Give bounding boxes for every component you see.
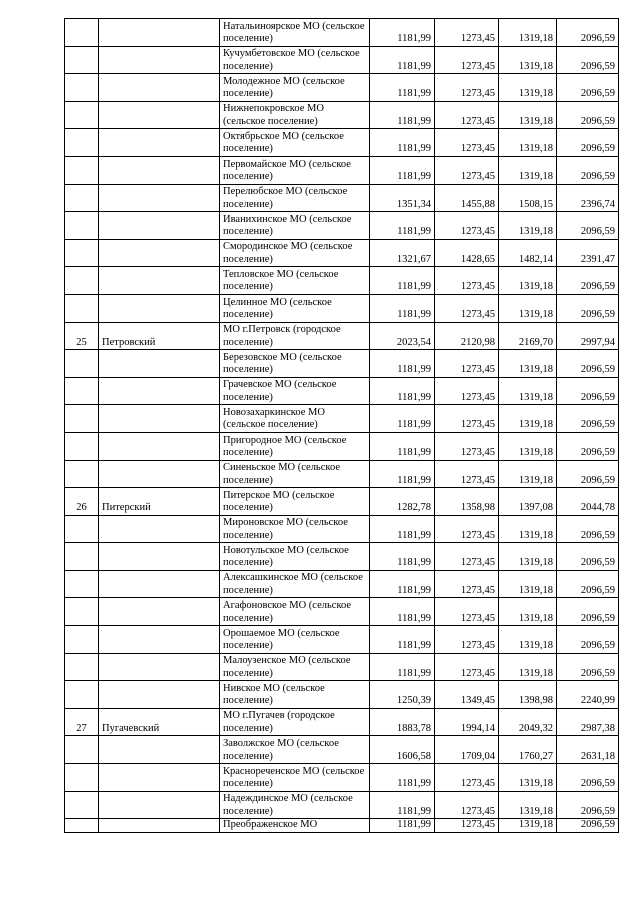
table-row: [65, 350, 619, 378]
row-number-cell: [65, 819, 99, 833]
value-cell-3: 1319,18: [499, 653, 557, 681]
value-cell-4: 2096,59: [557, 212, 619, 240]
row-number-cell: [65, 405, 99, 433]
value-cell-2: 1273,45: [435, 515, 499, 543]
municipality-name-cell: Алексашкинское МО (сельское поселение): [220, 570, 370, 598]
value-cell-2: 1273,45: [435, 432, 499, 460]
value-cell-1: 1181,99: [370, 74, 435, 102]
table-row: [65, 267, 619, 295]
value-cell-3: 1319,18: [499, 626, 557, 654]
municipality-name-cell: Грачевское МО (сельское поселение): [220, 377, 370, 405]
value-cell-2: 1273,45: [435, 267, 499, 295]
value-cell-4: 2096,59: [557, 405, 619, 433]
value-cell-3: 1319,18: [499, 819, 557, 833]
municipality-name-cell: Надеждинское МО (сельское поселение): [220, 791, 370, 819]
row-number-cell: [65, 267, 99, 295]
value-cell-2: 1273,45: [435, 626, 499, 654]
value-cell-1: 1181,99: [370, 432, 435, 460]
municipality-name-cell: Синеньское МО (сельское поселение): [220, 460, 370, 488]
value-cell-2: 1273,45: [435, 294, 499, 322]
value-cell-3: 1319,18: [499, 460, 557, 488]
value-cell-2: 1273,45: [435, 570, 499, 598]
row-number-cell: [65, 460, 99, 488]
value-cell-2: 1358,98: [435, 488, 499, 516]
value-cell-2: 1273,45: [435, 460, 499, 488]
value-cell-2: 1273,45: [435, 653, 499, 681]
value-cell-2: 1273,45: [435, 405, 499, 433]
value-cell-1: 1181,99: [370, 350, 435, 378]
row-number-cell: [65, 294, 99, 322]
value-cell-3: 1319,18: [499, 46, 557, 74]
district-cell: Питерский: [99, 488, 220, 516]
municipality-name-cell: Преображенское МО: [220, 819, 370, 833]
table-row: [65, 432, 619, 460]
municipality-name-cell: Молодежное МО (сельское поселение): [220, 74, 370, 102]
district-cell: [99, 129, 220, 157]
municipality-name-cell: Заволжское МО (сельское поселение): [220, 736, 370, 764]
row-number-cell: [65, 681, 99, 709]
value-cell-4: 2096,59: [557, 74, 619, 102]
table-row: [65, 74, 619, 102]
value-cell-4: 2096,59: [557, 294, 619, 322]
value-cell-3: 1319,18: [499, 515, 557, 543]
value-cell-1: 1181,99: [370, 19, 435, 47]
value-cell-3: 1319,18: [499, 432, 557, 460]
row-number-cell: [65, 626, 99, 654]
municipality-name-cell: Кучумбетовское МО (сельское поселение): [220, 46, 370, 74]
value-cell-2: 1709,04: [435, 736, 499, 764]
value-cell-3: 1319,18: [499, 598, 557, 626]
value-cell-3: 1760,27: [499, 736, 557, 764]
value-cell-2: 1273,45: [435, 19, 499, 47]
value-cell-1: 1181,99: [370, 543, 435, 571]
district-cell: [99, 294, 220, 322]
value-cell-2: 1273,45: [435, 129, 499, 157]
district-cell: [99, 101, 220, 129]
value-cell-2: 1273,45: [435, 791, 499, 819]
municipality-name-cell: Березовское МО (сельское поселение): [220, 350, 370, 378]
row-number-cell: [65, 432, 99, 460]
district-cell: [99, 350, 220, 378]
table-body: [65, 19, 619, 833]
value-cell-3: 1319,18: [499, 791, 557, 819]
district-cell: [99, 653, 220, 681]
district-cell: [99, 156, 220, 184]
district-cell: [99, 736, 220, 764]
row-number-cell: [65, 156, 99, 184]
value-cell-3: 1319,18: [499, 101, 557, 129]
value-cell-4: 2096,59: [557, 460, 619, 488]
district-cell: [99, 212, 220, 240]
value-cell-3: 1319,18: [499, 74, 557, 102]
municipality-name-cell: Первомайское МО (сельское поселение): [220, 156, 370, 184]
district-cell: [99, 570, 220, 598]
row-number-cell: [65, 19, 99, 47]
district-cell: [99, 239, 220, 267]
value-cell-1: 1181,99: [370, 377, 435, 405]
value-cell-2: 1273,45: [435, 819, 499, 833]
value-cell-1: 1250,39: [370, 681, 435, 709]
row-number-cell: [65, 543, 99, 571]
value-cell-4: 2096,59: [557, 101, 619, 129]
row-number-cell: [65, 101, 99, 129]
municipality-name-cell: Нижнепокровское МО (сельское поселение): [220, 101, 370, 129]
value-cell-4: 2096,59: [557, 515, 619, 543]
value-cell-4: 2096,59: [557, 791, 619, 819]
row-number-cell: [65, 350, 99, 378]
value-cell-1: 1606,58: [370, 736, 435, 764]
district-cell: [99, 19, 220, 47]
municipality-name-cell: Перелюбское МО (сельское поселение): [220, 184, 370, 212]
municipality-name-cell: Нивское МО (сельское поселение): [220, 681, 370, 709]
municipality-name-cell: Целинное МО (сельское поселение): [220, 294, 370, 322]
table-row: [65, 708, 619, 736]
value-cell-2: 1273,45: [435, 46, 499, 74]
district-cell: [99, 267, 220, 295]
value-cell-2: 1349,45: [435, 681, 499, 709]
value-cell-1: 1321,67: [370, 239, 435, 267]
row-number-cell: [65, 570, 99, 598]
table-row: [65, 626, 619, 654]
value-cell-1: 1181,99: [370, 515, 435, 543]
municipality-name-cell: Пригородное МО (сельское поселение): [220, 432, 370, 460]
municipality-name-cell: Питерское МО (сельское поселение): [220, 488, 370, 516]
table-row: [65, 653, 619, 681]
municipality-name-cell: Иванихинское МО (сельское поселение): [220, 212, 370, 240]
value-cell-1: 1181,99: [370, 294, 435, 322]
value-cell-3: 1319,18: [499, 19, 557, 47]
municipality-name-cell: Малоузенское МО (сельское поселение): [220, 653, 370, 681]
value-cell-1: 1181,99: [370, 101, 435, 129]
value-cell-4: 2096,59: [557, 156, 619, 184]
table-row: [65, 212, 619, 240]
value-cell-3: 1319,18: [499, 570, 557, 598]
value-cell-3: 1319,18: [499, 129, 557, 157]
value-cell-3: 1319,18: [499, 764, 557, 792]
district-cell: [99, 543, 220, 571]
district-cell: [99, 460, 220, 488]
district-cell: [99, 598, 220, 626]
row-number-cell: [65, 736, 99, 764]
value-cell-1: 1181,99: [370, 598, 435, 626]
table-row: [65, 515, 619, 543]
value-cell-4: 2096,59: [557, 653, 619, 681]
value-cell-4: 2096,59: [557, 267, 619, 295]
value-cell-3: 1319,18: [499, 267, 557, 295]
table-row: [65, 819, 619, 833]
value-cell-1: 1181,99: [370, 405, 435, 433]
row-number-cell: [65, 129, 99, 157]
value-cell-2: 1273,45: [435, 74, 499, 102]
value-cell-2: 1455,88: [435, 184, 499, 212]
table-row: [65, 19, 619, 47]
value-cell-4: 2987,38: [557, 708, 619, 736]
value-cell-4: 2096,59: [557, 432, 619, 460]
tariff-table: [64, 18, 619, 833]
value-cell-1: 1282,78: [370, 488, 435, 516]
table-row: [65, 239, 619, 267]
district-cell: [99, 681, 220, 709]
value-cell-1: 1181,99: [370, 626, 435, 654]
row-number-cell: [65, 653, 99, 681]
value-cell-1: 1181,99: [370, 819, 435, 833]
value-cell-2: 1273,45: [435, 101, 499, 129]
value-cell-3: 1319,18: [499, 377, 557, 405]
row-number-cell: [65, 377, 99, 405]
row-number-cell: [65, 184, 99, 212]
row-number-cell: [65, 515, 99, 543]
value-cell-4: 2096,59: [557, 626, 619, 654]
value-cell-4: 2096,59: [557, 598, 619, 626]
value-cell-3: 1319,18: [499, 294, 557, 322]
value-cell-3: 1319,18: [499, 405, 557, 433]
table-row: [65, 46, 619, 74]
district-cell: [99, 377, 220, 405]
value-cell-2: 1273,45: [435, 156, 499, 184]
district-cell: [99, 515, 220, 543]
value-cell-4: 2096,59: [557, 764, 619, 792]
table-row: [65, 681, 619, 709]
row-number-cell: [65, 212, 99, 240]
value-cell-2: 1273,45: [435, 764, 499, 792]
district-cell: [99, 46, 220, 74]
value-cell-3: 1482,14: [499, 239, 557, 267]
table-row: [65, 791, 619, 819]
municipality-name-cell: Новозахаркинское МО (сельское поселение): [220, 405, 370, 433]
value-cell-4: 2096,59: [557, 377, 619, 405]
value-cell-1: 1181,99: [370, 764, 435, 792]
municipality-name-cell: Натальиноярское МО (сельское поселение): [220, 19, 370, 47]
district-cell: [99, 819, 220, 833]
district-cell: [99, 791, 220, 819]
value-cell-1: 2023,54: [370, 322, 435, 350]
district-cell: [99, 74, 220, 102]
value-cell-4: 2396,74: [557, 184, 619, 212]
value-cell-2: 1273,45: [435, 350, 499, 378]
value-cell-3: 2169,70: [499, 322, 557, 350]
table-row: [65, 405, 619, 433]
value-cell-4: 2096,59: [557, 19, 619, 47]
row-number-cell: [65, 239, 99, 267]
municipality-name-cell: Мироновское МО (сельское поселение): [220, 515, 370, 543]
table-row: [65, 460, 619, 488]
value-cell-3: 1398,98: [499, 681, 557, 709]
value-cell-1: 1181,99: [370, 653, 435, 681]
value-cell-3: 1319,18: [499, 212, 557, 240]
row-number-cell: 25: [65, 322, 99, 350]
value-cell-1: 1181,99: [370, 267, 435, 295]
municipality-name-cell: Тепловское МО (сельское поселение): [220, 267, 370, 295]
table-row: [65, 764, 619, 792]
value-cell-1: 1181,99: [370, 156, 435, 184]
municipality-name-cell: Новотульское МО (сельское поселение): [220, 543, 370, 571]
value-cell-1: 1181,99: [370, 129, 435, 157]
value-cell-4: 2096,59: [557, 543, 619, 571]
value-cell-4: 2997,94: [557, 322, 619, 350]
value-cell-3: 1319,18: [499, 156, 557, 184]
value-cell-3: 1319,18: [499, 350, 557, 378]
value-cell-2: 1428,65: [435, 239, 499, 267]
value-cell-4: 2391,47: [557, 239, 619, 267]
row-number-cell: [65, 791, 99, 819]
value-cell-2: 2120,98: [435, 322, 499, 350]
value-cell-1: 1181,99: [370, 212, 435, 240]
table-row: [65, 488, 619, 516]
row-number-cell: [65, 598, 99, 626]
value-cell-1: 1181,99: [370, 570, 435, 598]
value-cell-4: 2044,78: [557, 488, 619, 516]
table-row: [65, 377, 619, 405]
row-number-cell: [65, 764, 99, 792]
district-cell: [99, 626, 220, 654]
row-number-cell: 27: [65, 708, 99, 736]
value-cell-4: 2096,59: [557, 350, 619, 378]
row-number-cell: [65, 74, 99, 102]
value-cell-4: 2096,59: [557, 570, 619, 598]
value-cell-4: 2631,18: [557, 736, 619, 764]
table-row: [65, 736, 619, 764]
municipality-name-cell: Краснореченское МО (сельское поселение): [220, 764, 370, 792]
district-cell: [99, 405, 220, 433]
table-row: [65, 322, 619, 350]
value-cell-4: 2096,59: [557, 129, 619, 157]
row-number-cell: [65, 46, 99, 74]
district-cell: [99, 432, 220, 460]
district-cell: [99, 764, 220, 792]
value-cell-2: 1273,45: [435, 598, 499, 626]
value-cell-3: 2049,32: [499, 708, 557, 736]
value-cell-1: 1883,78: [370, 708, 435, 736]
value-cell-4: 2240,99: [557, 681, 619, 709]
value-cell-3: 1508,15: [499, 184, 557, 212]
table-row: [65, 570, 619, 598]
row-number-cell: 26: [65, 488, 99, 516]
value-cell-4: 2096,59: [557, 46, 619, 74]
table-row: [65, 543, 619, 571]
municipality-name-cell: Агафоновское МО (сельское поселение): [220, 598, 370, 626]
table-row: [65, 156, 619, 184]
value-cell-2: 1994,14: [435, 708, 499, 736]
value-cell-3: 1319,18: [499, 543, 557, 571]
value-cell-4: 2096,59: [557, 819, 619, 833]
table-row: [65, 129, 619, 157]
value-cell-2: 1273,45: [435, 212, 499, 240]
table-row: [65, 294, 619, 322]
table-row: [65, 101, 619, 129]
value-cell-3: 1397,08: [499, 488, 557, 516]
district-cell: Пугачевский: [99, 708, 220, 736]
value-cell-2: 1273,45: [435, 543, 499, 571]
value-cell-1: 1351,34: [370, 184, 435, 212]
municipality-name-cell: Октябрьское МО (сельское поселение): [220, 129, 370, 157]
municipality-name-cell: МО г.Петровск (городское поселение): [220, 322, 370, 350]
value-cell-1: 1181,99: [370, 460, 435, 488]
municipality-name-cell: Орошаемое МО (сельское поселение): [220, 626, 370, 654]
district-cell: [99, 184, 220, 212]
value-cell-1: 1181,99: [370, 46, 435, 74]
value-cell-2: 1273,45: [435, 377, 499, 405]
municipality-name-cell: МО г.Пугачев (городское поселение): [220, 708, 370, 736]
value-cell-1: 1181,99: [370, 791, 435, 819]
table-row: [65, 598, 619, 626]
municipality-name-cell: Смородинское МО (сельское поселение): [220, 239, 370, 267]
table-row: [65, 184, 619, 212]
district-cell: Петровский: [99, 322, 220, 350]
